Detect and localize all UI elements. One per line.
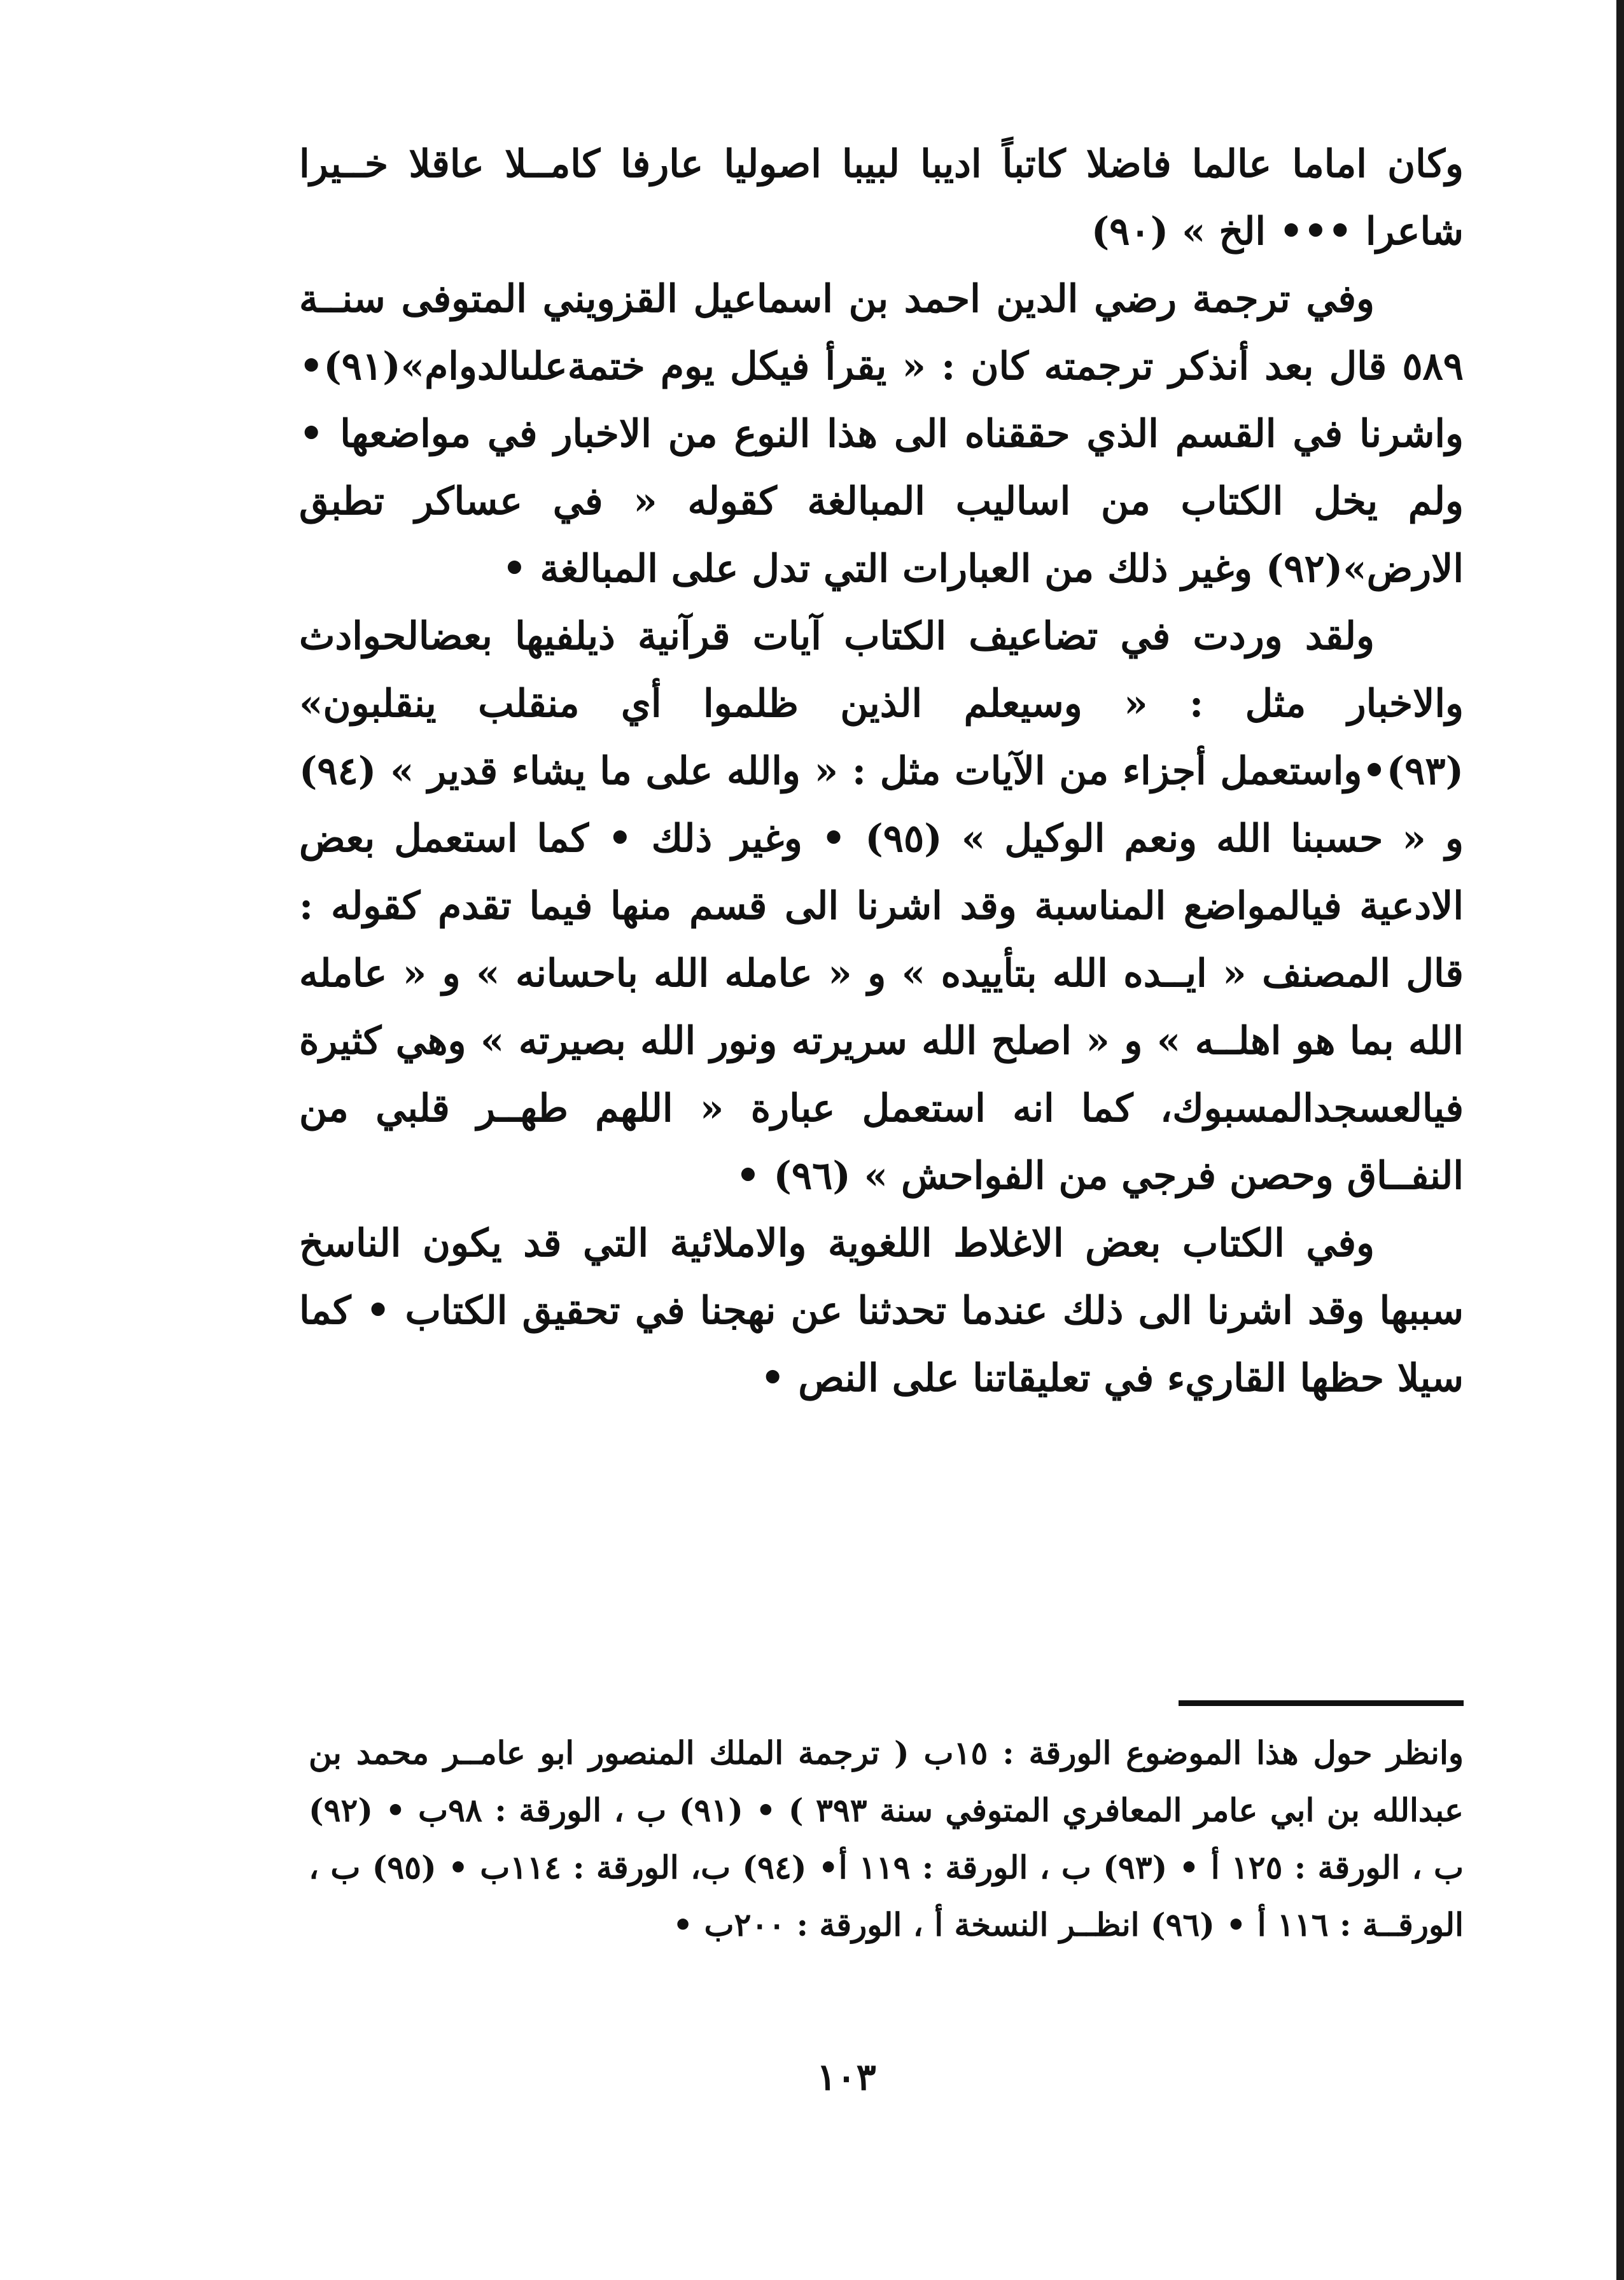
paragraph: وكان اماما عالما فاضلا كاتباً اديبا لبيبا اصوليا عارفا كامــلا عاقلا خــيرا شاعرا ••• الخ » (٩٠): [299, 142, 1464, 254]
paragraph: ولقد وردت في تضاعيف الكتاب آيات قرآنية ذيلفيها بعضالحوادث والاخبار مثل : « وسيعلم الذين ظلموا أي منقلب ينقلبون» (٩٣)•واستعمل أجزاء من الآيات مثل : « والله على ما يشاء قدير » (٩٤) و « حسبنا الله ونعم الوكيل » (٩٥) • وغير ذلك • كما استعمل بعض الادعية فيالمواضع المناسبة وقد اشرنا الى قسم منها فيما تقدم كقوله : قال المصنف « ايــده الله بتأييده » و « عامله الله باحسانه » و « عامله الله بما هو اهلــه » و « اصلح الله سريرته ونور الله بصيرته » وهي كثيرة فيالعسجدالمسبوك، كما انه استعمل عبارة « اللهم طهــر قلبي من النفــاق وحصن فرجي من الفواحش » (٩٦) •: [299, 614, 1464, 1198]
page-edge: [1616, 0, 1624, 2280]
paragraph: وفي ترجمة رضي الدين احمد بن اسماعيل القزويني المتوفى سنــة ٥٨٩ قال بعد أنذكر ترجمته كان : « يقرأ فيكل يوم ختمةعلىالدوام»(٩١)• واشرنا في القسم الذي حققناه الى هذا النوع من الاخبار في مواضعها • ولم يخل الكتاب من اساليب المبالغة كقوله « في عساكر تطبق الارض»(٩٢) وغير ذلك من العبارات التي تدل على المبالغة •: [299, 277, 1464, 591]
paragraph: وفي الكتاب بعض الاغلاط اللغوية والاملائية التي قد يكون الناسخ سببها وقد اشرنا الى ذلك عندما تحدثنا عن نهجنا في تحقيق الكتاب • كما سيلا حظها القاريء في تعليقاتنا على النص •: [299, 1221, 1464, 1401]
page-number: ١٠٣: [816, 2055, 876, 2099]
main-text: [299, 130, 1464, 1412]
footnote-divider: [1179, 1700, 1464, 1706]
footnotes: وانظر حول هذا الموضوع الورقة : ١٥ب ( ترجمة الملك المنصور ابو عامــر محمد بن عبدالله بن ابي عامر المعافري المتوفي سنة ٣٩٣ ) • (٩١) ب ، الورقة : ٩٨ب • (٩٢) ب ، الورقة : ١٢٥ أ • (٩٣) ب ، الورقة : ١١٩ أ• (٩٤) ب، الورقة : ١١٤ب • (٩٥) ب ، الورقــة : ١١٦ أ • (٩٦) انظــر النسخة أ ، الورقة : ٢٠٠ب •: [309, 1734, 1464, 1943]
